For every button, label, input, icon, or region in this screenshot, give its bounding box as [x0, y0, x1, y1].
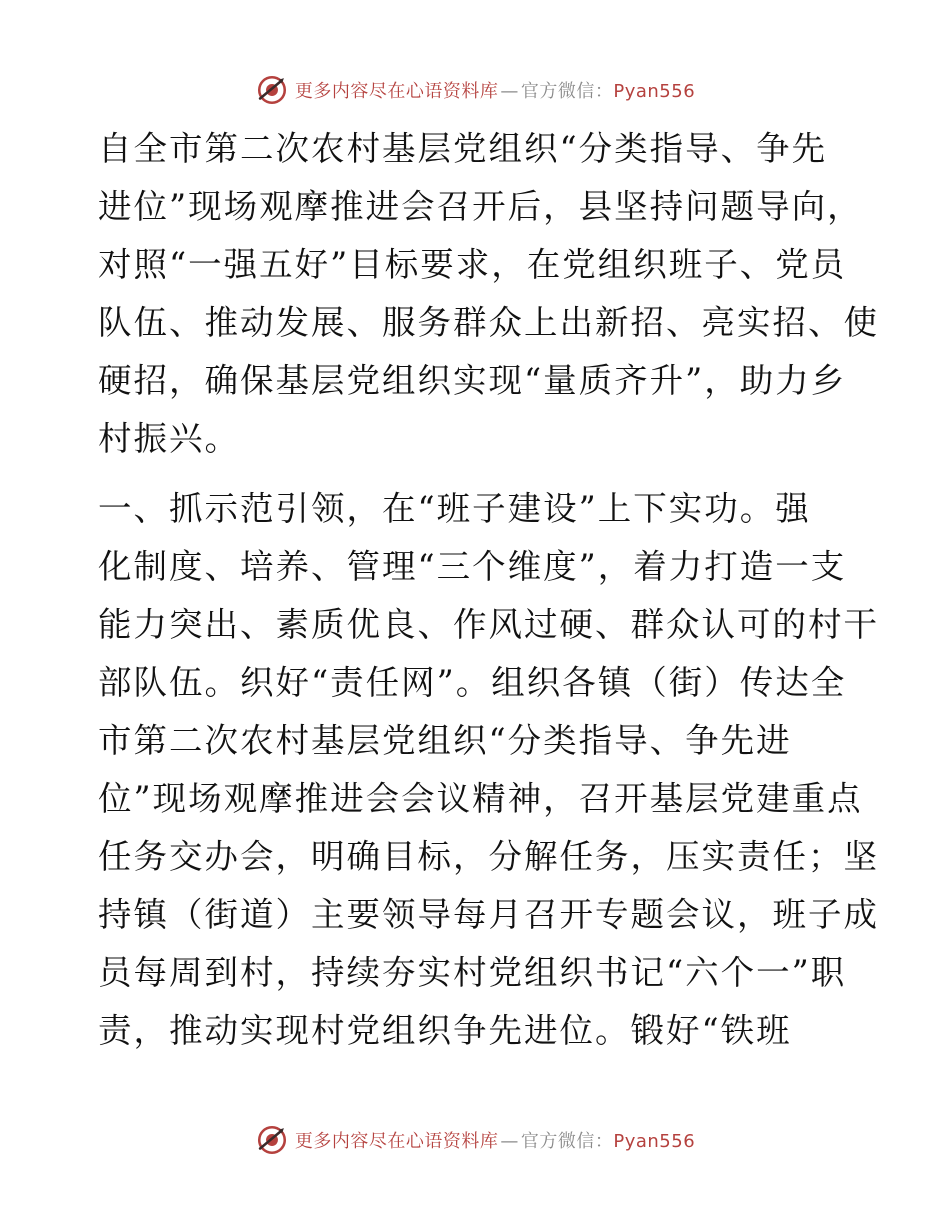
brand-logo-icon — [255, 1123, 289, 1157]
banner-contact-id: Pyan556 — [613, 1131, 696, 1152]
text-line: 进位”现场观摩推进会召开后，县坚持问题导向， — [98, 187, 863, 226]
text-line: 市第二次农村基层党组织“分类指导、争先进 — [98, 721, 792, 760]
text-line: 任务交办会，明确目标，分解任务，压实责任；坚 — [98, 837, 879, 876]
brand-logo-icon — [255, 73, 289, 107]
text-line: 部队伍。织好“责任网”。组织各镇（街）传达全 — [98, 663, 847, 702]
paragraph-intro — [98, 120, 879, 468]
text-line: 对照“一强五好”目标要求，在党组织班子、党员 — [98, 245, 847, 284]
banner-brand: 更多内容尽在心语资料库 — [294, 81, 499, 102]
text-line: 化制度、培养、管理“三个维度”，着力打造一支 — [98, 547, 847, 586]
paragraph-section-one — [98, 480, 879, 1060]
banner-separator: — — [500, 1131, 519, 1152]
text-line: 村振兴。 — [98, 419, 240, 458]
text-line: 一、抓示范引领，在“班子建设”上下实功。强 — [98, 489, 811, 528]
banner-contact-label: 官方微信： — [520, 81, 614, 102]
header-banner — [0, 68, 950, 112]
banner-separator: — — [500, 81, 519, 102]
text-line: 位”现场观摩推进会会议精神，召开基层党建重点 — [98, 779, 863, 818]
text-line: 队伍、推动发展、服务群众上出新招、亮实招、使 — [98, 303, 879, 342]
banner-text — [295, 77, 695, 103]
text-line: 员每周到村，持续夯实村党组织书记“六个一”职 — [98, 953, 847, 992]
banner-contact-label: 官方微信： — [520, 1131, 614, 1152]
document-body — [98, 120, 879, 1060]
text-line: 能力突出、素质优良、作风过硬、群众认可的村干 — [98, 605, 879, 644]
text-line: 持镇（街道）主要领导每月召开专题会议，班子成 — [98, 895, 879, 934]
banner-contact-id: Pyan556 — [613, 81, 696, 102]
text-line: 自全市第二次农村基层党组织“分类指导、争先 — [98, 129, 828, 168]
banner-brand: 更多内容尽在心语资料库 — [294, 1131, 499, 1152]
footer-banner — [0, 1118, 950, 1162]
text-line: 责，推动实现村党组织争先进位。锻好“铁班 — [98, 1011, 792, 1050]
text-line: 硬招，确保基层党组织实现“量质齐升”，助力乡 — [98, 361, 847, 400]
banner-text — [295, 1127, 695, 1153]
